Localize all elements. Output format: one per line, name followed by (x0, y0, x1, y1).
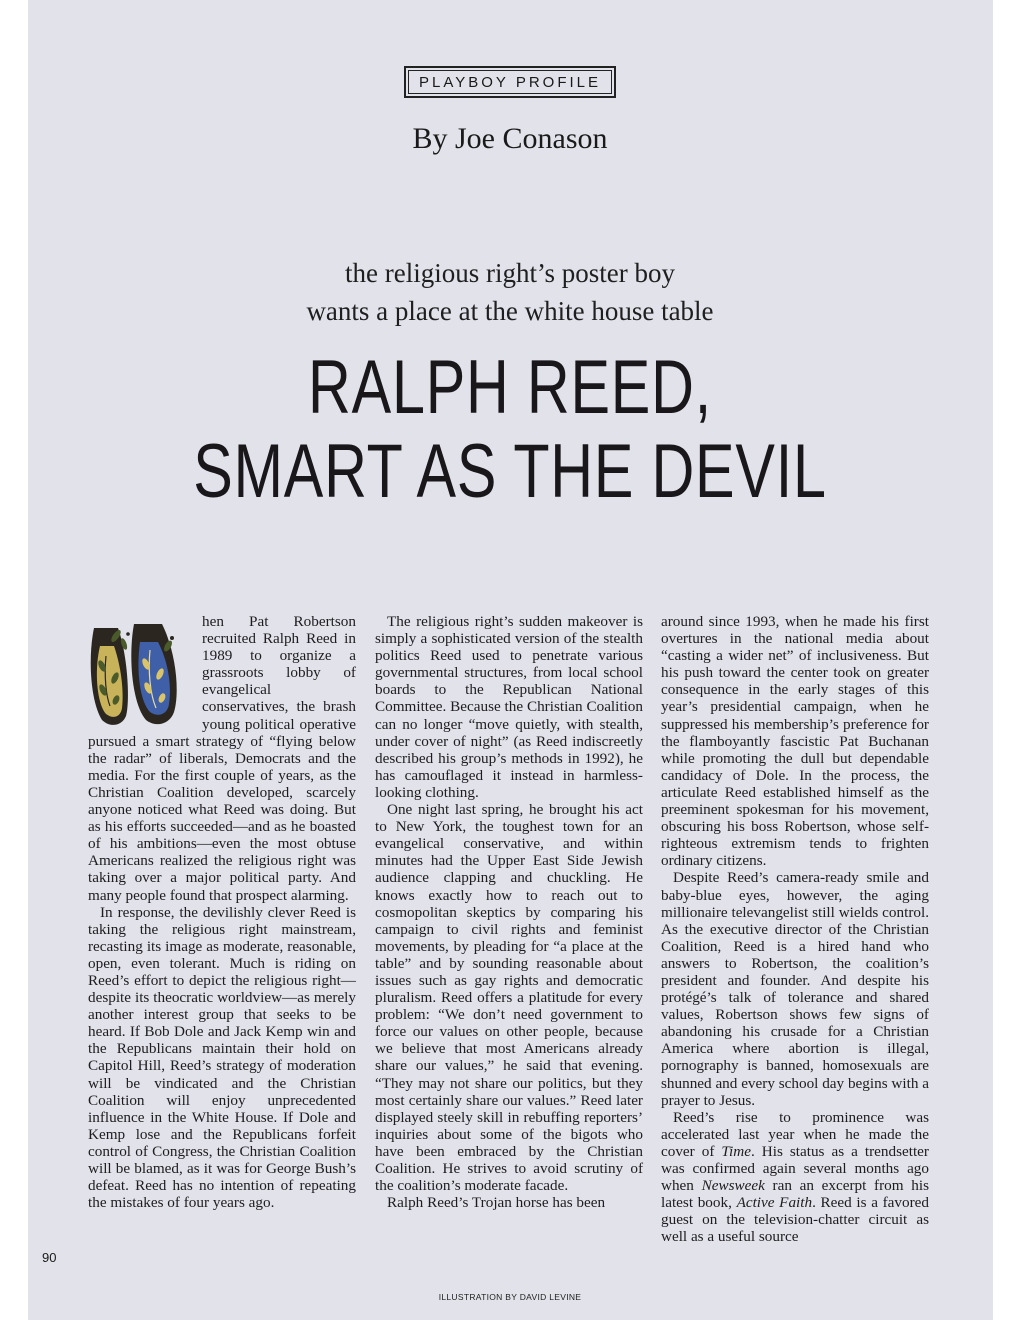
body-column-1 (88, 613, 356, 1211)
headline-line-1: RALPH REED, (308, 345, 712, 430)
paragraph: around since 1993, when he made his first overtures in the national media about “casting a wider net” of inclusiveness. But his push toward the center took on greater consequence in the early stages of this year’s presidential campaign, when he suppressed his membership’s preference for the flamboyantly fascistic Pat Buchanan while promoting the dull but dependable candidacy of Dole. In the process, the articulate Reed established himself as the preeminent spokesman for his movement, obscuring his boss Robertson, whose self-righteous extremism tends to frighten ordinary citizens. (661, 613, 929, 870)
deck-line-1: the religious right’s poster boy (345, 258, 675, 288)
paragraph: The religious right’s sudden makeover is simply a sophisticated version of the stealth politics Reed used to penetrate various governmental structures, from local school boards to the Republican National Committee. Because the Christian Coalition can no longer “move quietly, with stealth, under cover of night” (as Reed indiscreetly described his group’s methods in 1992), he has camouflaged it instead in harmless-looking clothing. (375, 613, 643, 801)
illustration-credit: ILLUSTRATION BY DAVID LEVINE (438, 1292, 582, 1302)
deck-line-2: wants a place at the white house table (306, 296, 714, 326)
paragraph: In response, the devilishly clever Reed is taking the religious right mainstream, recasting its image as moderate, reasonable, open, even tolerant. Much is riding on Reed’s effort to depict the religious right—despite its theocratic worldview—as merely another interest group that seeks to be heard. If Bob Dole and Jack Kemp win and the Republicans maintain their hold on Capitol Hill, Reed’s strategy of moderation will be vindicated and the Christian Coalition will enjoy unprecedented influence in the White House. If Dole and Kemp lose and the Republicans forfeit control of Congress, the Christian Coalition will be blamed, as it was for George Bush’s defeat. Reed has no intention of repeating the mistakes of four years ago. (88, 903, 356, 1212)
paragraph: Despite Reed’s camera-ready smile and baby-blue eyes, however, the aging millionaire televangelist still wields control. As the executive director of the Christian Coalition, Reed is a hired hand who answers to Robertson, the coalition’s president and founder. And despite his protégé’s talk of tolerance and shared values, Robertson shows few signs of abandoning his crusade for a Christian America where abortion is illegal, pornography is banned, homosexuals are shunned and every school day begins with a prayer to Jesus. (661, 869, 929, 1109)
magazine-title: Newsweek (701, 1177, 765, 1195)
deck (0, 254, 1020, 330)
headline (112, 346, 908, 514)
book-title: Active Faith (736, 1194, 813, 1212)
paragraph: hen Pat Robertson recruited Ralph Reed in 1989 to organize a grassroots lobby of evangelical conservatives, the brash young political operative pursued a smart strategy of “flying below the radar” of liberals, Democrats and the media. For the first couple of years, as the Christian Coalition developed, scarcely anyone noticed what Reed was doing. But as his efforts succeeded—and as he boasted of his ambitions—even the most obtuse Americans realized the religious right was taking over a major political party. And many people found that prospect alarming. (88, 613, 356, 904)
paragraph: Reed’s rise to prominence was accelerated last year when he made the cover of Time. His status as a trendsetter was confirmed again several months ago when Newsweek ran an excerpt from his latest book, Active Faith. Reed is a favored guest on the television-chatter circuit as well as a useful source (661, 1108, 929, 1246)
headline-line-2: SMART AS THE DEVIL (193, 429, 827, 514)
body-column-2 (375, 613, 643, 1211)
kicker-box (0, 66, 1020, 98)
section-kicker: PLAYBOY PROFILE (408, 70, 612, 94)
page-number: 90 (42, 1250, 57, 1265)
drop-cap-illustration (88, 616, 194, 728)
paragraph: One night last spring, he brought his act to New York, the toughest town for an evangelical conservative, and within minutes had the Upper East Side Jewish audience clapping and chuckling. He knows exactly how to reach out to cosmopolitan skeptics by comparing his campaign to civil rights and feminist movements, by pleading for “a place at the table” and by sounding reasonable about issues such as gay rights and democratic pluralism. Reed offers a platitude for every problem: “We don’t need government to force our values on other people, because we believe that most Americans already share our values,” he said that evening. “They may not share our politics, but they most certainly share our values.” Reed later displayed steely skill in rebuffing reporters’ inquiries about some of the bigots who have been embraced by the Christian Coalition. He strives to avoid scrutiny of the coalition’s moderate facade. (375, 801, 643, 1195)
byline: By Joe Conason (412, 122, 608, 155)
magazine-title: Time (721, 1142, 751, 1160)
paragraph: Ralph Reed’s Trojan horse has been (387, 1194, 606, 1212)
body-column-3 (661, 613, 929, 1245)
